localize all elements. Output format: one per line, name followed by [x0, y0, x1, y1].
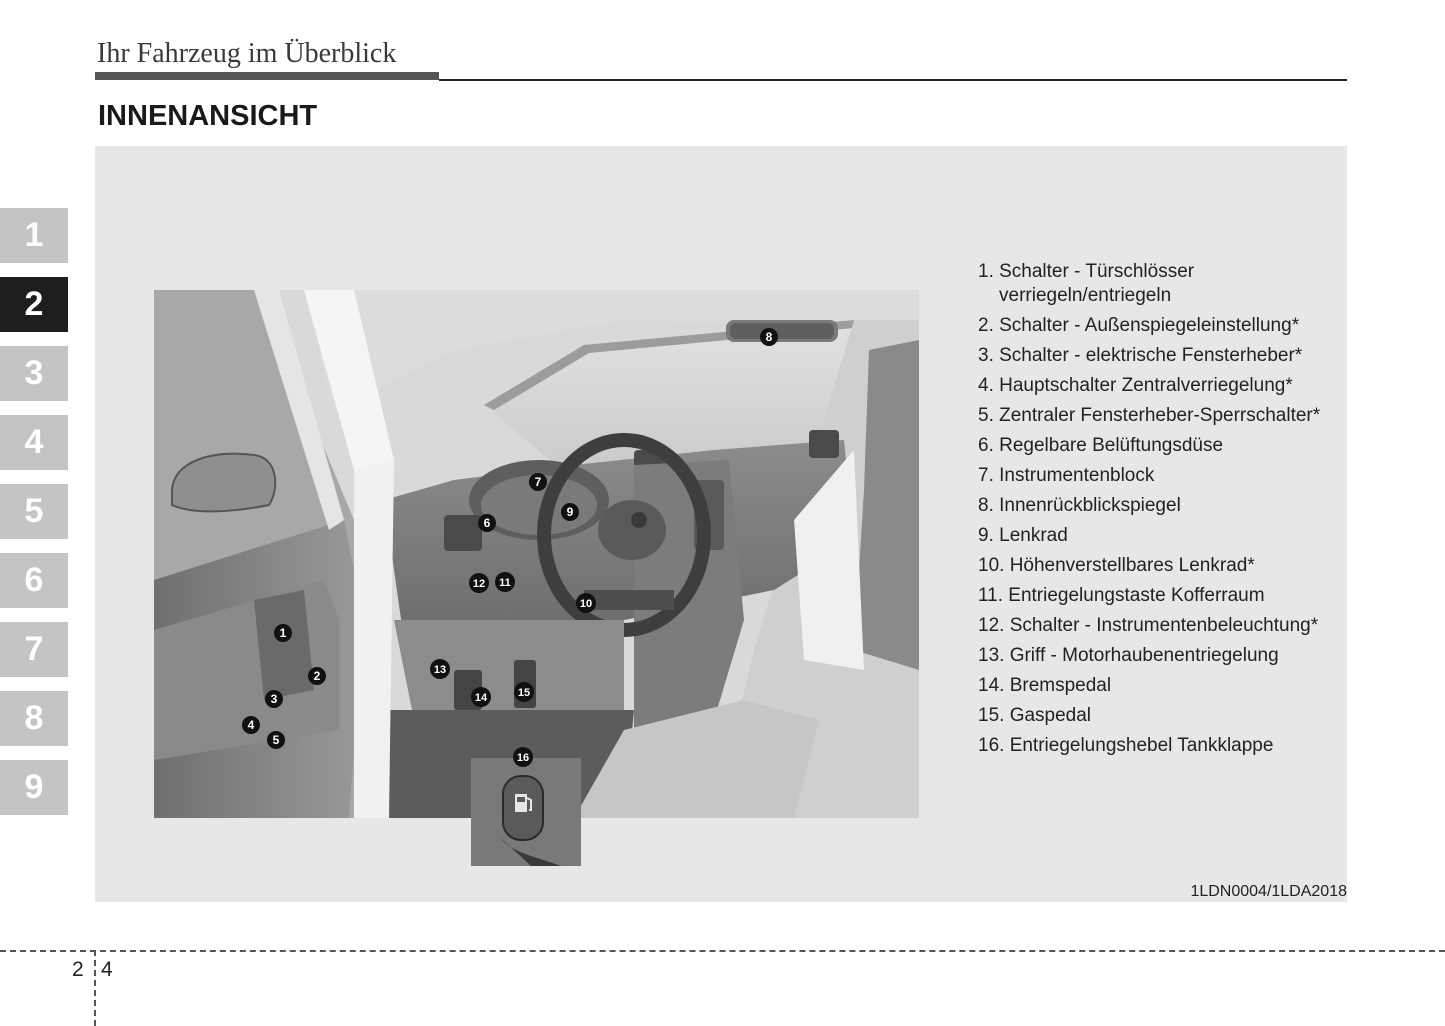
- callout-16-marker: [512, 746, 534, 768]
- page-chapter: 2: [72, 958, 84, 981]
- legend-item-1: 1. Schalter - Türschlösser verriegeln/entriegeln: [978, 261, 1195, 306]
- callout-13: [430, 659, 450, 679]
- svg-text:14: 14: [474, 692, 488, 704]
- svg-text:9: 9: [566, 505, 574, 519]
- footer-rule: [0, 950, 1445, 952]
- svg-text:13: 13: [433, 664, 447, 676]
- callout-11: [495, 572, 515, 592]
- callout-7: [529, 473, 547, 491]
- svg-text:4: 4: [247, 718, 255, 732]
- chapter-tab-1[interactable]: 1: [0, 208, 68, 263]
- callout-14: [471, 687, 491, 707]
- callout-1: [274, 624, 292, 642]
- svg-text:16: 16: [516, 752, 530, 764]
- chapter-tab-2[interactable]: 2: [0, 277, 68, 332]
- legend-item-12: 12. Schalter - Instrumentenbeleuchtung*: [978, 615, 1319, 636]
- legend-item-7: 7. Instrumentenblock: [978, 465, 1155, 486]
- svg-text:3: 3: [270, 692, 278, 706]
- legend-item-2: 2. Schalter - Außenspiegeleinstellung*: [978, 315, 1300, 336]
- chapter-tab-8[interactable]: 8: [0, 691, 68, 746]
- callout-12: [469, 573, 489, 593]
- svg-text:8: 8: [765, 330, 773, 344]
- svg-text:15: 15: [517, 687, 531, 699]
- callout-3: [265, 690, 283, 708]
- legend-item-10: 10. Höhenverstellbares Lenkrad*: [978, 555, 1255, 576]
- chapter-tab-6[interactable]: 6: [0, 553, 68, 608]
- chapter-tab-4[interactable]: 4: [0, 415, 68, 470]
- figure-code: 1LDN0004/1LDA2018: [1190, 883, 1347, 900]
- legend-item-9: 9. Lenkrad: [978, 525, 1068, 546]
- chapter-tab-9[interactable]: 9: [0, 760, 68, 815]
- svg-text:5: 5: [272, 733, 280, 747]
- fuel-lever-inset: [471, 758, 581, 866]
- legend-item-3: 3. Schalter - elektrische Fensterheber*: [978, 345, 1303, 366]
- header-bar: [95, 72, 439, 80]
- svg-text:1: 1: [279, 626, 287, 640]
- svg-text:12: 12: [472, 578, 486, 590]
- chapter-tab-3[interactable]: 3: [0, 346, 68, 401]
- svg-text:2: 2: [313, 669, 321, 683]
- legend-list: [978, 260, 1320, 764]
- callout-15: [514, 682, 534, 702]
- chapter-tab-7[interactable]: 7: [0, 622, 68, 677]
- page-number: 4: [101, 958, 113, 981]
- chapter-tabs: [0, 208, 68, 829]
- interior-photo: [154, 290, 919, 818]
- svg-text:10: 10: [579, 598, 593, 610]
- legend-item-4: 4. Hauptschalter Zentralverriegelung*: [978, 375, 1293, 396]
- callout-2: [308, 667, 326, 685]
- svg-text:7: 7: [534, 475, 542, 489]
- legend-item-13: 13. Griff - Motorhaubenentriegelung: [978, 645, 1279, 666]
- legend-item-16: 16. Entriegelungshebel Tankklappe: [978, 735, 1274, 756]
- legend-item-15: 15. Gaspedal: [978, 705, 1092, 726]
- legend-item-5: 5. Zentraler Fensterheber-Sperrschalter*: [978, 405, 1321, 426]
- section-title: INNENANSICHT: [98, 100, 318, 132]
- legend-item-8: 8. Innenrückblickspiegel: [978, 495, 1181, 516]
- footer-divider: [94, 950, 96, 1026]
- callout-8: [760, 328, 778, 346]
- chapter-tab-5[interactable]: 5: [0, 484, 68, 539]
- header-rule: [439, 79, 1347, 81]
- callout-4: [242, 716, 260, 734]
- figure-panel: [95, 146, 1347, 902]
- callout-10: [576, 593, 596, 613]
- legend-item-6: 6. Regelbare Belüftungsdüse: [978, 435, 1224, 456]
- header-title: Ihr Fahrzeug im Überblick: [97, 38, 397, 69]
- callout-5: [267, 731, 285, 749]
- callout-6: [478, 514, 496, 532]
- legend-item-11: 11. Entriegelungstaste Kofferraum: [978, 585, 1265, 606]
- svg-text:6: 6: [483, 516, 491, 530]
- legend-item-14: 14. Bremspedal: [978, 675, 1112, 696]
- svg-text:11: 11: [499, 577, 511, 589]
- callout-9: [561, 503, 579, 521]
